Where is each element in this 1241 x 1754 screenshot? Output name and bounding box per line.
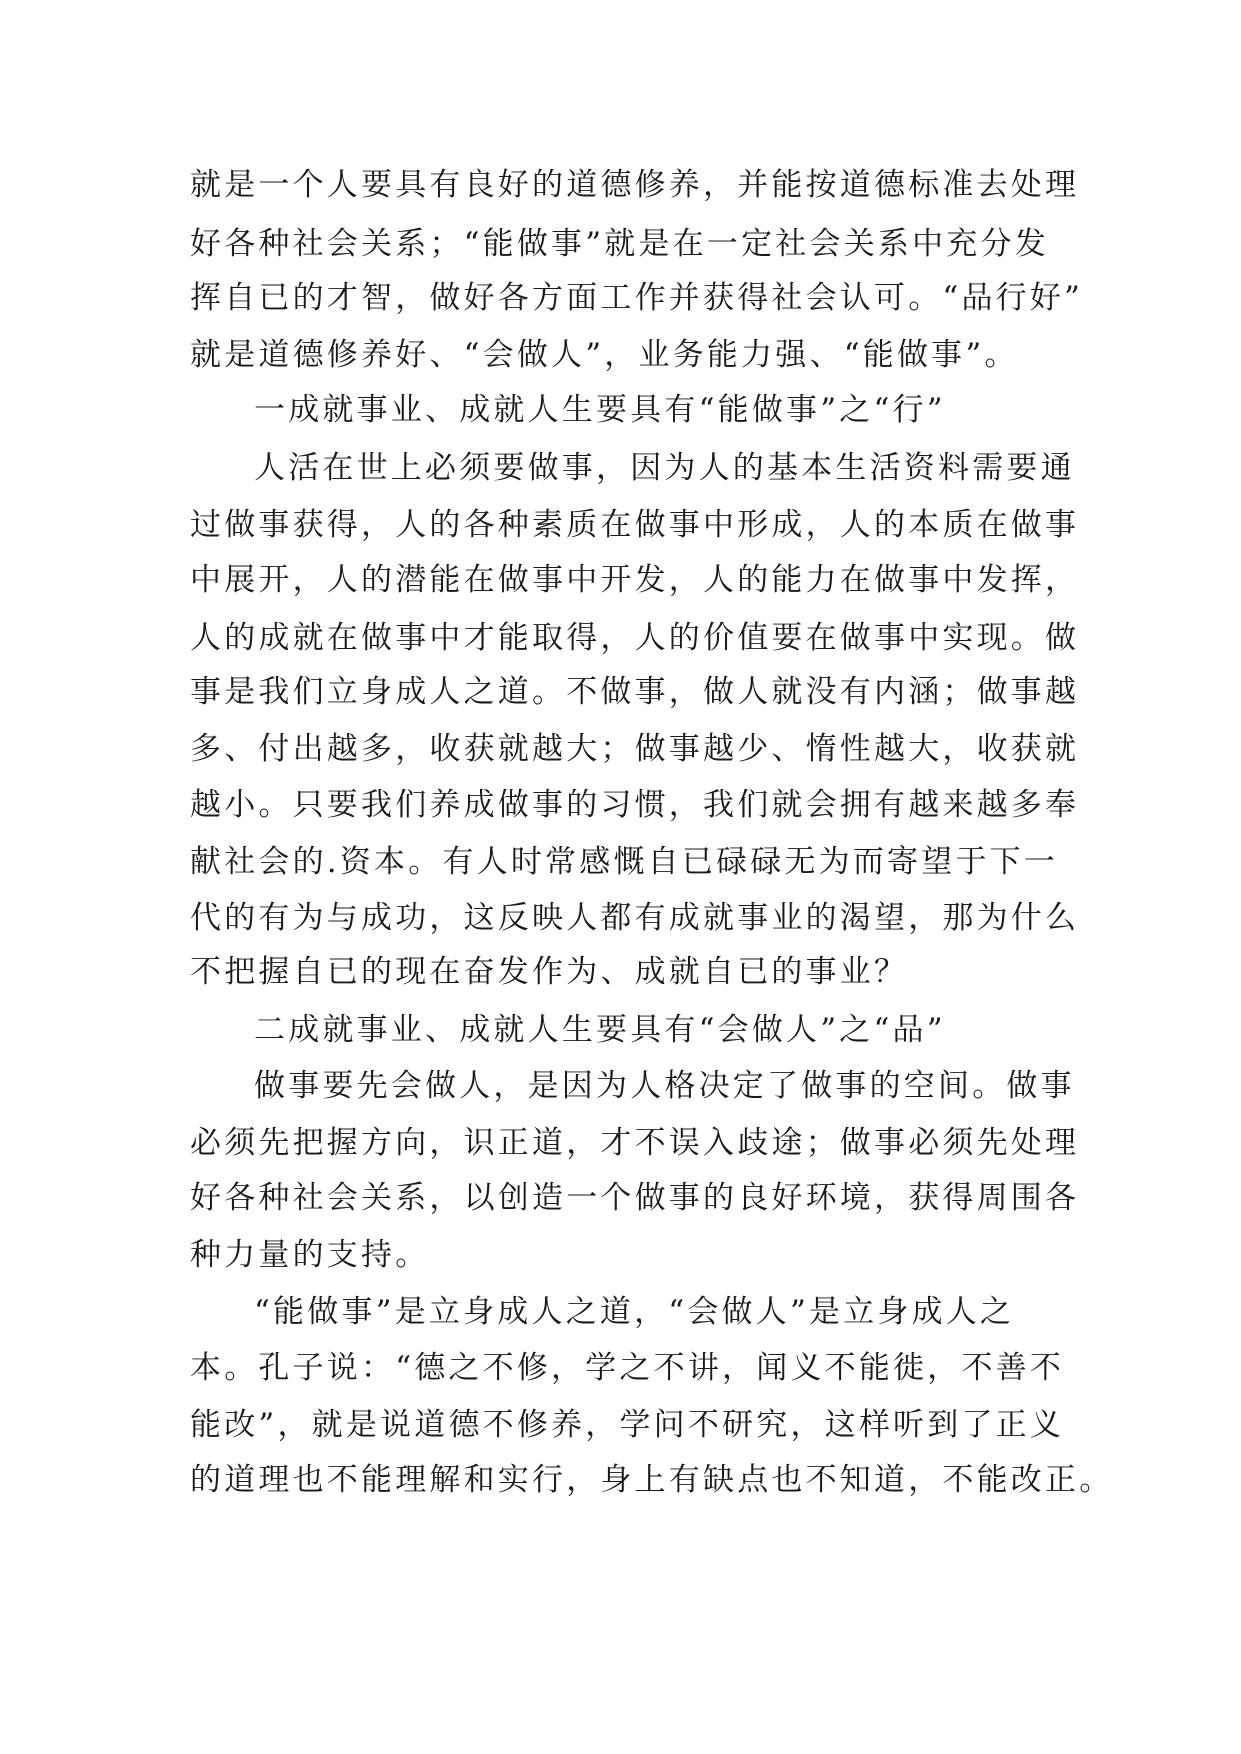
text-line: 本。孔子说：“德之不修，学之不讲，闻义不能徙，不善不 (190, 1350, 1065, 1386)
text-line: 能改”，就是说道德不修养，学问不研究，这样听到了正义 (190, 1407, 1065, 1443)
text-line: 不把握自已的现在奋发作为、成就自已的事业？ (190, 954, 909, 990)
text-line: 献社会的.资本。有人时常感慨自已碌碌无为而寄望于下一 (190, 844, 1059, 880)
text-line: 事是我们立身成人之道。不做事，做人就没有内涵；做事越 (190, 674, 1080, 710)
text-line: 人活在世上必须要做事，因为人的基本生活资料需要通 (254, 450, 1075, 486)
text-line: 人的成就在做事中才能取得，人的价值要在做事中实现。做 (190, 620, 1080, 656)
text-line: 做事要先会做人，是因为人格决定了做事的空间。做事 (254, 1068, 1075, 1104)
text-line: 越小。只要我们养成做事的习惯，我们就会拥有越来越多奉 (190, 787, 1080, 823)
section-heading: 一成就事业、成就人生要具有“能做事”之“行” (254, 392, 946, 428)
text-line: 多、付出越多，收获就越大；做事越少、惰性越大，收获就 (190, 731, 1080, 767)
text-line: 就是一个人要具有良好的道德修养，并能按道德标准去处理 (190, 167, 1080, 203)
text-line: 就是道德修养好、“会做人”，业务能力强、“能做事”。 (190, 337, 1019, 373)
text-line: 过做事获得，人的各种素质在做事中形成，人的本质在做事 (190, 507, 1080, 543)
section-heading: 二成就事业、成就人生要具有“会做人”之“品” (254, 1012, 946, 1048)
text-line: 代的有为与成功，这反映人都有成就事业的渴望，那为什么 (190, 900, 1080, 936)
text-line: “能做事”是立身成人之道，“会做人”是立身成人之 (254, 1294, 1015, 1330)
text-line: 必须先把握方向，识正道，才不误入歧途；做事必须先处理 (190, 1125, 1080, 1161)
text-line: 种力量的支持。 (190, 1237, 430, 1273)
text-line: 挥自已的才智，做好各方面工作并获得社会认可。“品行好” (190, 280, 1084, 316)
text-line: 的道理也不能理解和实行，身上有缺点也不知道，不能改正。 (190, 1462, 1114, 1498)
text-line: 好各种社会关系，以创造一个做事的良好环境，获得周围各 (190, 1180, 1080, 1216)
text-line: 中展开，人的潜能在做事中开发，人的能力在做事中发挥， (190, 562, 1080, 598)
text-line: 好各种社会关系；“能做事”就是在一定社会关系中充分发 (190, 226, 1049, 262)
